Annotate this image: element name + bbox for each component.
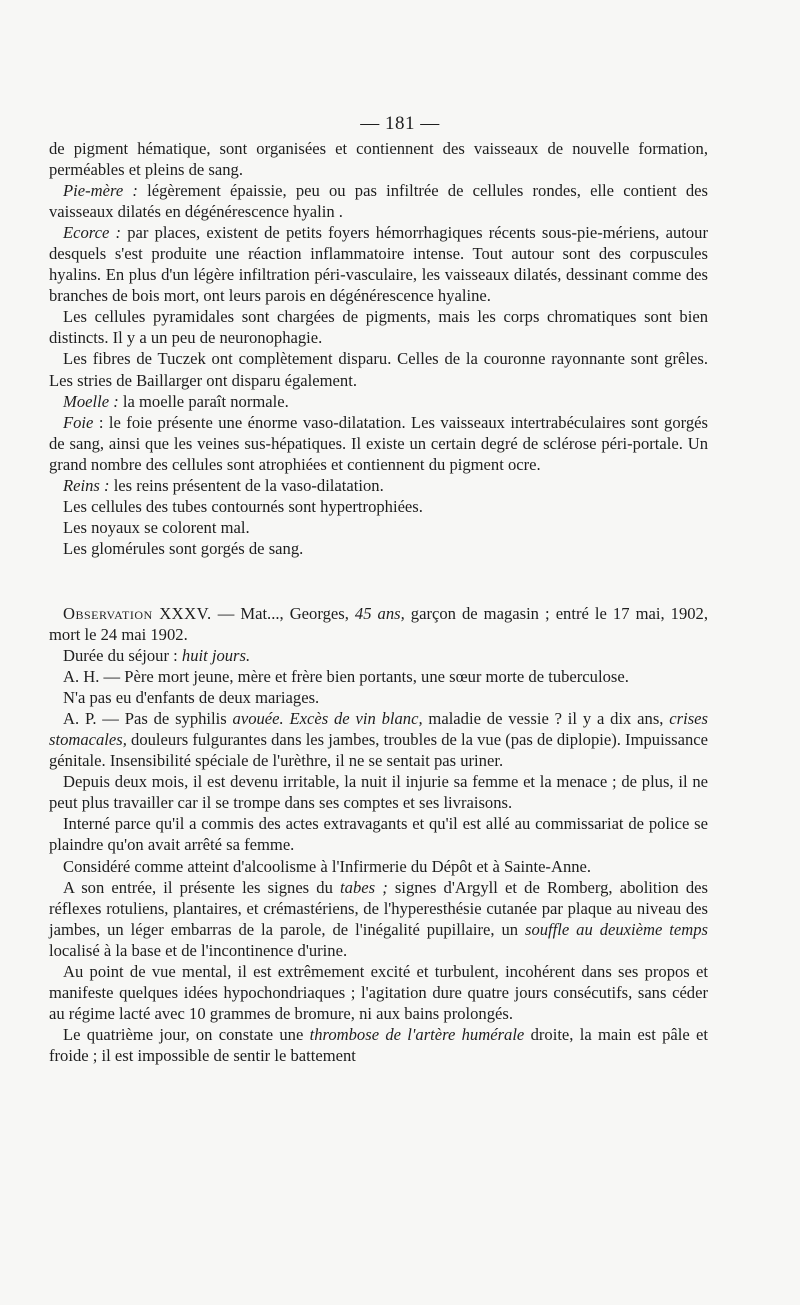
paragraph: Depuis deux mois, il est devenu irritable, la nuit il injurie sa femme et la menace ; de plus, il ne peut plus travailler car il se trompe dans ses comptes et ses livraisons.: [49, 772, 708, 813]
observation-heading-paragraph: Observation XXXV. — Mat..., Georges, 45 ans, garçon de magasin ; entré le 17 mai, 1902, mort le 24 mai 1902.: [49, 603, 708, 644]
body-text: [49, 138, 708, 1066]
paragraph-entree: A son entrée, il présente les signes du tabes ; signes d'Argyll et de Romberg, abolition des réflexes rotuliens, plantaires, et crémastériens, de l'hyperesthésie cutanée par plaque au niveau des jambes, un léger embarras de la parole, de l'inégalité pupillaire, un souffle au deuxième temps localisé à la base et de l'incontinence d'urine.: [49, 877, 708, 960]
section-label: Foie: [63, 412, 94, 432]
paragraph-antecedents-personnels: A. P. — Pas de syphilis avouée. Excès de vin blanc, maladie de vessie ? il y a dix ans, crises stomacales, douleurs fulgurantes dans les jambes, troubles de la vue (pas de diplopie). Impuissance génitale. Insensibilité spéciale de l'urèthre, il ne se sentait pas uriner.: [49, 709, 708, 771]
paragraph: Considéré comme atteint d'alcoolisme à l'Infirmerie du Dépôt et à Sainte-Anne.: [63, 856, 592, 876]
paragraph: de pigment hématique, sont organisées et contiennent des vaisseaux de nouvelle formation, perméables et pleins de sang.: [49, 139, 708, 180]
paragraph: Les fibres de Tuczek ont complètement disparu. Celles de la couronne rayonnante sont grêles. Les stries de Baillarger ont disparu également.: [49, 349, 708, 390]
paragraph: Les cellules des tubes contournés sont hypertrophiées.: [63, 496, 423, 516]
paragraph-pie-mere: Pie-mère : légèrement épaissie, peu ou pas infiltrée de cellules rondes, elle contient des vaisseaux dilatés en dégénérescence hyalin .: [49, 181, 708, 222]
paragraph-quatrieme-jour: Le quatrième jour, on constate une thrombose de l'artère humérale droite, la main est pâle et froide ; il est impossible de sentir le battement: [49, 1024, 708, 1065]
section-label: Pie-mère :: [63, 181, 138, 201]
paragraph: N'a pas eu d'enfants de deux mariages.: [63, 688, 320, 708]
paragraph-moelle: Moelle : la moelle paraît normale.: [63, 391, 289, 411]
paragraph: Les cellules pyramidales sont chargées de pigments, mais les corps chromatiques sont bien distincts. Il y a un peu de neuronophagie.: [49, 307, 708, 348]
paragraph: Les glomérules sont gorgés de sang.: [63, 538, 304, 558]
paragraph-antecedents-hereditaires: A. H. — Père mort jeune, mère et frère bien portants, une sœur morte de tuberculose.: [63, 667, 629, 687]
observation-heading: Observation XXXV.: [63, 603, 212, 623]
paragraph-reins: Reins : les reins présentent de la vaso-dilatation.: [63, 475, 384, 495]
paragraph-foie: Foie : le foie présente une énorme vaso-dilatation. Les vaisseaux intertrabéculaires sont gorgés de sang, ainsi que les veines sus-hépatiques. Il existe un certain degré de sclérose péri-portale. Un grand nombre des cellules sont atrophiées et contiennent du pigment ocre.: [49, 412, 708, 474]
paragraph: Au point de vue mental, il est extrêmement excité et turbulent, incohérent dans ses propos et manifeste quelques idées hypochondriaques ; l'agitation dure quatre jours consécutifs, sans céder au régime lacté avec 10 grammes de bromure, ni aux bains prolongés.: [49, 961, 708, 1023]
paragraph-ecorce: Ecorce : par places, existent de petits foyers hémorrhagiques récents sous-pie-mériens, autour desquels s'est produite une réaction inflammatoire intense. Tout autour sont des corpuscules hyalins. En plus d'un légère infiltration péri-vasculaire, les vaisseaux dilatés, dessinant comme des branches de bois mort, ont leurs parois en dégénérescence hyaline.: [49, 223, 708, 306]
paragraph: Interné parce qu'il a commis des actes extravagants et qu'il est allé au commissariat de police se plaindre qu'on avait arrêté sa femme.: [49, 814, 708, 855]
section-label: Ecorce :: [63, 223, 122, 243]
section-label: Reins :: [63, 475, 110, 495]
paragraph: Les noyaux se colorent mal.: [63, 517, 250, 537]
paragraph-duree: Durée du séjour : huit jours.: [63, 646, 251, 666]
section-label: Moelle :: [63, 391, 119, 411]
page-number: — 181 —: [360, 113, 440, 134]
